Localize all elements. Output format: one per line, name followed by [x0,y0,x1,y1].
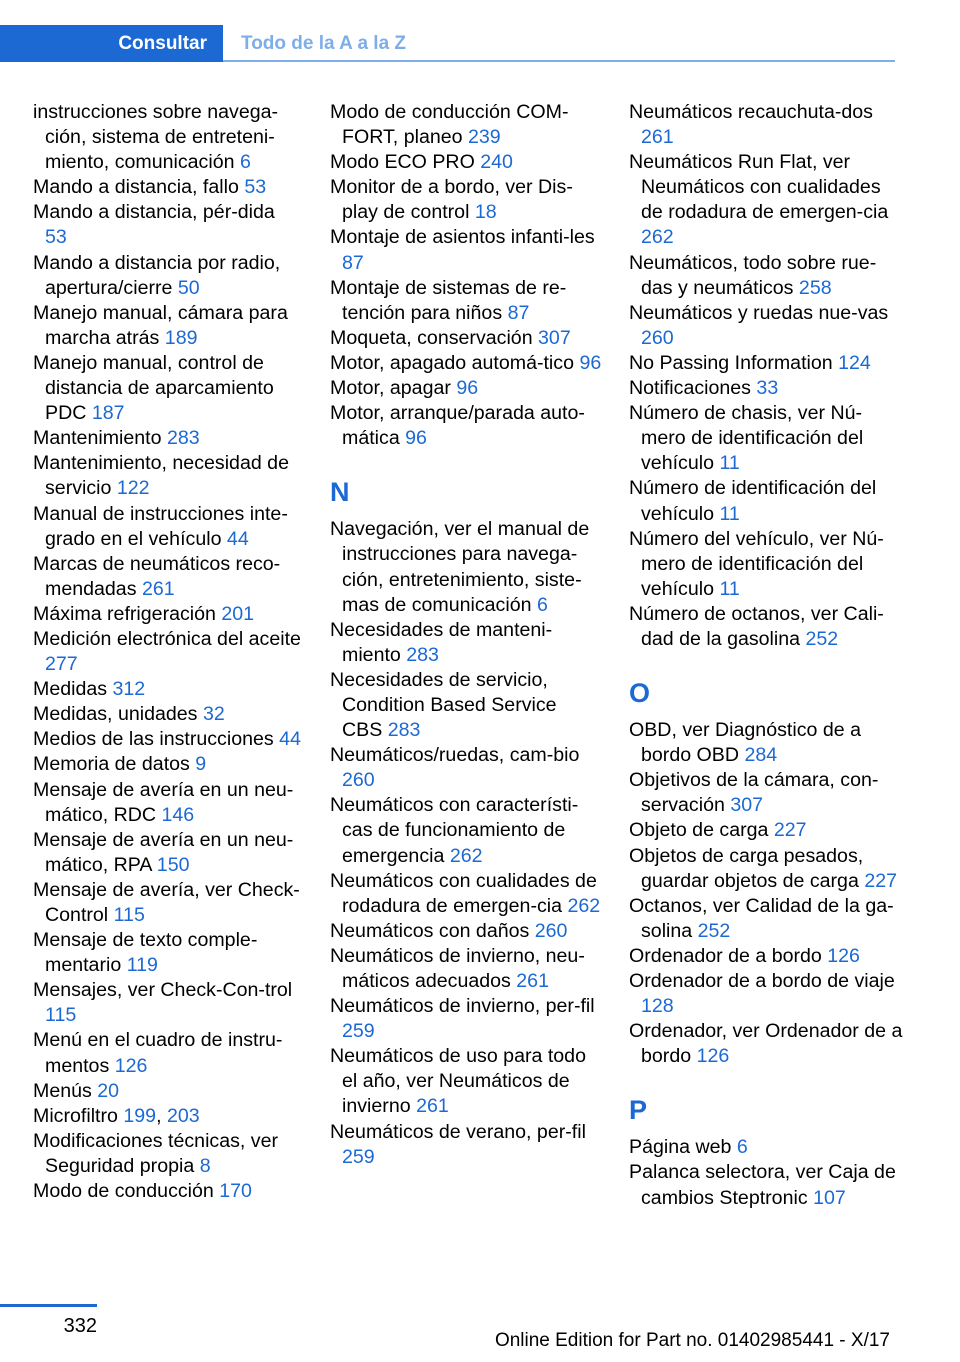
index-entry [629,1019,905,1069]
page-link[interactable]: 260 [641,326,674,349]
index-entry [629,969,905,1019]
entry-text: Número de chasis, ver Nú‐mero de identificación del vehículo [629,402,864,475]
entry-text: Menú en el cuadro de instru‐mentos [33,1029,283,1077]
index-entry [33,1179,301,1204]
entry-text: Neumáticos y ruedas nue‐vas [629,301,889,324]
index-entry [330,919,602,944]
page-link[interactable]: 9 [195,753,207,776]
entry-text: Mando a distancia, fallo [33,176,245,199]
entry-text: Medición electrónica del aceite [33,627,301,650]
page-link[interactable]: 277 [45,653,78,676]
entry-text: Neumáticos de verano, per‐fil [330,1120,586,1143]
entry-text: Neumáticos con daños [330,919,535,942]
index-entry [33,251,301,301]
page-link[interactable]: 53 [45,226,67,249]
index-entry [33,1028,301,1078]
entry-text: Microfiltro [33,1104,124,1127]
entry-text: Neumáticos recauchuta‐dos [629,101,873,123]
entry-text: Objetos de carga pesados, guardar objetos de carga [629,844,865,892]
entry-text: Motor, apagado automá‐tico [330,351,580,374]
entry-text: Número de identificación del vehículo [629,477,877,525]
index-entry [33,100,301,175]
page-link[interactable]: 227 [773,819,807,842]
entry-text: Medios de las instrucciones [33,728,280,751]
page-link[interactable]: 260 [342,769,375,792]
index-entry [33,351,301,426]
page-link[interactable]: 261 [416,1095,449,1118]
entry-text: Modo de conducción [33,1180,220,1203]
page-link[interactable]: 260 [534,919,568,942]
entry-text: Neumáticos de uso para todo el año, ver Neumáticos de invierno [330,1045,586,1118]
entry-text: Mantenimiento, necesidad de servicio [33,452,289,500]
page-link[interactable]: 259 [342,1020,375,1043]
index-entry [33,552,301,602]
page-link[interactable]: 126 [827,944,860,967]
index-entry [33,752,301,777]
index-entry [330,100,602,150]
entry-text: Objeto de carga [629,819,774,842]
page-link[interactable]: 126 [696,1045,730,1068]
page-link[interactable]: 6 [239,151,251,174]
entry-text: No Passing Information [629,351,839,374]
index-entry [33,677,301,702]
entry-text: Medidas, unidades [33,703,203,726]
index-entry [629,1160,905,1210]
entry-text: Motor, arranque/parada auto‐mática [330,402,585,450]
page-link[interactable]: 6 [536,593,548,616]
index-entry [629,718,905,768]
index-entry [629,100,905,150]
page-link[interactable]: 258 [798,276,832,299]
index-entry [629,376,905,401]
page-link[interactable]: 8 [199,1154,211,1177]
entry-text: Modo ECO PRO [330,151,481,174]
entry-text: Neumáticos Run Flat, ver Neumáticos con cualidades de rodadura de emergen‐cia [629,151,889,224]
index-entry [629,1135,905,1160]
index-entry [33,451,301,501]
page-link[interactable]: 240 [480,151,513,174]
index-entry [629,602,905,652]
page-link[interactable]: 6 [736,1136,748,1159]
tab-todo-a-z[interactable]: Todo de la A a la Z [241,32,407,54]
index-entry [33,978,301,1028]
entry-text: Neumáticos, todo sobre rue‐das y neumáticos [629,251,877,299]
index-entry [629,944,905,969]
section-letter-label: P [629,1095,648,1126]
page-link[interactable]: 284 [744,744,778,767]
page-link[interactable]: 203 [166,1104,200,1127]
index-entry [33,828,301,878]
page-link[interactable]: 187 [91,402,125,425]
page-link[interactable]: 32 [202,703,225,726]
page-link[interactable]: 252 [697,919,731,942]
index-entry [33,727,301,752]
entry-text: Número del vehículo, ver Nú‐mero de identificación del vehículo [629,527,884,600]
page-link[interactable]: 307 [538,326,571,349]
entry-text: Motor, apagar [330,377,457,400]
page-link[interactable]: 150 [156,853,190,876]
index-entry [629,301,905,351]
index-entry [330,401,602,451]
entry-text: Necesidades de servicio, Condition Based Service CBS [330,668,557,742]
entry-text: Modificaciones técnicas, ver Seguridad propia [33,1129,279,1177]
entry-text: Ordenador, ver Ordenador de a bordo [629,1020,903,1068]
section-letter-label: N [330,477,350,508]
page-link[interactable]: 283 [406,643,439,666]
page-link[interactable]: 126 [114,1054,148,1077]
page-link[interactable]: 44 [279,728,301,751]
entry-text: Neumáticos con cualidades de rodadura de emergen‐cia [330,869,597,917]
entry-text: Manejo manual, control de distancia de aparcamiento PDC [33,351,274,425]
tab-consultar[interactable]: Consultar [0,25,223,62]
entry-text: Número de octanos, ver Cali‐dad de la gasolina [629,602,884,650]
section-letter [629,652,905,718]
section-letter [330,451,602,517]
page-link[interactable]: 307 [730,794,764,817]
index-entry [33,778,301,828]
page-link[interactable]: 261 [641,126,674,149]
index-entry [330,793,602,868]
index-column-1 [33,100,301,1204]
index-entry [33,301,301,351]
index-entry [33,200,301,250]
entry-text: Neumáticos de invierno, neu‐máticos adecuados [330,944,585,992]
index-column-2 [330,100,602,1170]
page-link[interactable]: 87 [342,251,364,274]
entry-text: Página web [629,1136,737,1159]
entry-text: Máxima refrigeración [33,602,222,625]
index-entry [629,894,905,944]
index-entry [629,768,905,818]
page-link[interactable]: 20 [97,1079,120,1102]
entry-text: Navegación, ver el manual de instrucciones para navega‐ción, entretenimiento, siste‐mas de comunicación [330,518,590,616]
page-separator: , [156,1104,167,1127]
index-entry [330,517,602,617]
entry-text: Menús [33,1079,98,1102]
entry-text: Mensaje de avería, ver Check-Control [33,878,300,926]
page-link[interactable]: 53 [244,176,267,199]
index-entry [330,175,602,225]
page-link[interactable]: 239 [467,126,501,149]
page-link[interactable]: 283 [387,719,421,742]
index-entry [330,150,602,175]
index-entry [330,1044,602,1119]
page-link[interactable]: 33 [756,377,779,400]
index-entry [33,426,301,451]
page-link[interactable]: 122 [116,477,150,500]
page-link[interactable]: 252 [805,627,839,650]
index-entry [629,401,905,476]
entry-text: Marcas de neumáticos reco‐mendadas [33,552,281,600]
entry-text: Moqueta, conservación [330,326,539,349]
section-letter-label: O [629,678,651,709]
entry-text: Mando a distancia, pér‐dida [33,201,275,224]
page-link[interactable]: 199 [123,1104,157,1127]
index-entry [629,251,905,301]
index-entry [330,869,602,919]
index-entry [330,351,602,376]
index-entry [330,276,602,326]
page-link[interactable]: 227 [864,869,898,892]
index-entry [629,818,905,843]
header-divider [223,60,895,62]
index-entry [33,928,301,978]
section-letter [629,1069,905,1135]
page-link[interactable]: 261 [141,577,175,600]
entry-text: Ordenador de a bordo [629,944,828,967]
page-link[interactable]: 11 [719,577,740,600]
page-link[interactable]: 259 [342,1145,375,1168]
footer-accent-line [0,1304,97,1307]
entry-text: Objetivos de la cámara, con‐servación [629,769,879,817]
entry-text: Montaje de asientos infanti‐les [330,226,595,249]
page-link[interactable]: 261 [516,970,549,992]
entry-text: Mensaje de texto comple‐mentario [33,929,258,977]
index-column-3 [629,100,905,1211]
page-link[interactable]: 96 [579,351,602,374]
entry-text: Octanos, ver Calidad de la ga‐solina [629,894,894,942]
entry-text: Mando a distancia por radio, apertura/cierre [33,251,281,299]
index-entry [33,1104,301,1129]
page-link[interactable]: 262 [567,894,601,917]
index-entry [330,994,602,1044]
index-entry [33,502,301,552]
page-link[interactable]: 11 [719,452,740,475]
page-link[interactable]: 107 [813,1186,846,1209]
page-link[interactable]: 124 [838,351,871,374]
index-entry [330,944,602,994]
index-entry [330,668,602,743]
page-link[interactable]: 18 [474,201,497,224]
index-entry [629,476,905,526]
page-link[interactable]: 262 [449,844,483,867]
entry-text: Manejo manual, cámara para marcha atrás [33,301,288,349]
entry-text: Mensajes, ver Check-Con‐trol [33,979,293,1002]
entry-text: Palanca selectora, ver Caja de cambios Steptronic [629,1161,896,1209]
entry-text: Neumáticos de invierno, per‐fil [330,995,595,1018]
entry-text: Mensaje de avería en un neu‐mático, RDC [33,778,294,826]
entry-text: Ordenador de a bordo de viaje [629,970,895,992]
entry-text: instrucciones sobre navega‐ción, sistema de entreteni‐miento, comunicación [33,101,279,174]
index-entry [330,376,602,401]
index-entry [33,175,301,200]
entry-text: Mensaje de avería en un neu‐mático, RPA [33,828,294,876]
edition-note: Online Edition for Part no. 01402985441 - X/17 [494,1330,890,1351]
page-link[interactable]: 262 [641,226,674,249]
index-entry [330,326,602,351]
index-entry [629,351,905,376]
page-link[interactable]: 283 [166,427,200,450]
index-entry [629,527,905,602]
page-link[interactable]: 146 [161,803,195,826]
index-entry [33,878,301,928]
entry-text: Neumáticos/ruedas, cam‐bio [330,744,580,767]
index-entry [33,702,301,727]
page-link[interactable]: 312 [112,678,146,701]
entry-text: Medidas [33,678,113,701]
index-entry [330,225,602,275]
page-link[interactable]: 189 [164,326,198,349]
page-link[interactable]: 128 [641,995,674,1018]
index-entry [33,602,301,627]
index-entry [330,618,602,668]
page-link[interactable]: 119 [126,954,158,977]
entry-text: Neumáticos con característi‐cas de funcionamiento de emergencia [330,794,579,867]
entry-text: Mantenimiento [33,427,167,450]
entry-text: Modo de conducción COM‐FORT, planeo [330,101,569,149]
index-entry [629,150,905,250]
page-link[interactable]: 50 [177,276,200,299]
page-number: 332 [63,1315,97,1337]
page-link[interactable]: 115 [45,1004,77,1027]
page-link[interactable]: 115 [113,904,145,926]
header-bar [0,0,960,62]
index-entry [33,627,301,677]
index-entry [629,844,905,894]
page-link[interactable]: 96 [405,427,427,450]
page-link[interactable]: 44 [226,527,249,550]
entry-text: Manual de instrucciones inte‐grado en el vehículo [33,502,288,550]
page-link[interactable]: 170 [219,1180,252,1203]
entry-text: OBD, ver Diagnóstico de a bordo OBD [629,719,861,767]
page-link[interactable]: 201 [221,602,255,625]
entry-text: Monitor de a bordo, ver Dis‐play de control [330,176,573,224]
index-entry [330,743,602,793]
entry-text: Necesidades de manteni‐miento [330,618,553,666]
entry-text: Memoria de datos [33,753,196,776]
page-link[interactable]: 96 [456,377,479,400]
page-link[interactable]: 11 [719,502,740,525]
index-entry [33,1079,301,1104]
page-link[interactable]: 87 [507,301,530,324]
entry-text: Notificaciones [629,377,757,400]
entry-text: Montaje de sistemas de re‐tención para niños [330,276,567,324]
index-entry [33,1129,301,1179]
index-entry [330,1120,602,1170]
